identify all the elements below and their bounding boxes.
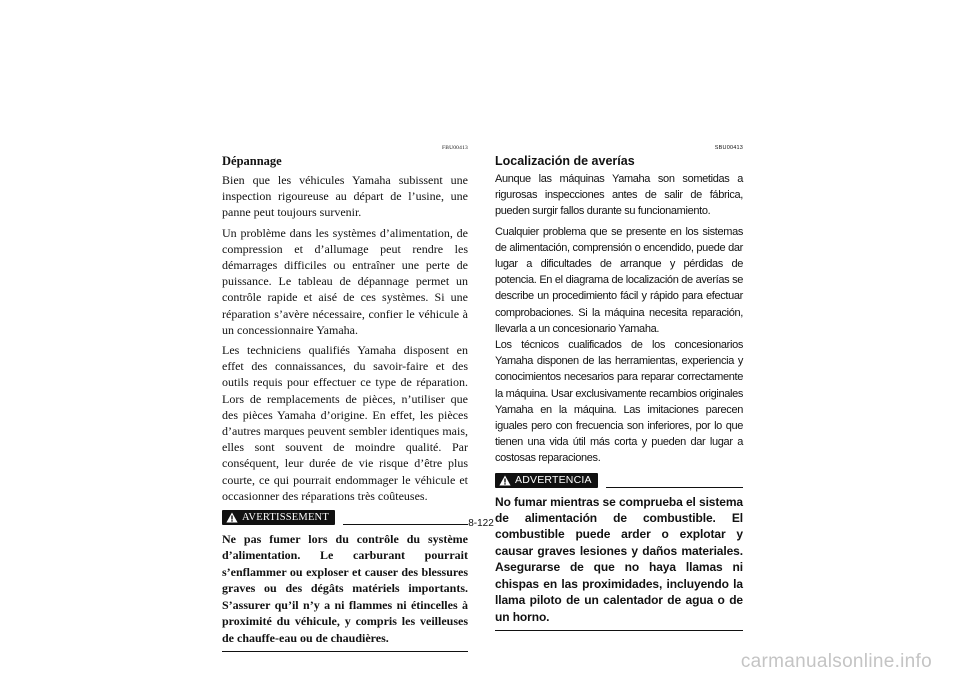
paragraph: Aunque las máquinas Yamaha son sometidas a rigurosas inspecciones antes de salir de fábrica, pueden surgir fallos durante su funcionamiento.: [495, 173, 743, 218]
divider: [606, 487, 743, 488]
watermark: carmanualsonline.info: [740, 651, 932, 672]
warning-header: [222, 510, 468, 525]
divider: [222, 651, 468, 652]
warning-badge: [222, 510, 335, 525]
paragraph: Cualquier problema que se presente en los sistemas de alimentación, comprensión o encendido, puede dar lugar a dificultades de arranque y pérdidas de potencia. En el diagrama de localización de averías se describe un procedimiento fácil y rápido para efectuar comprobaciones. Si la máquina necesita reparación, llevarla a un concesionario Yamaha.: [495, 225, 743, 335]
spanish-column: [495, 145, 743, 631]
section-title: Localización de averías: [495, 154, 635, 168]
paragraph: Les techniciens qualifiés Yamaha disposent en effet des connaissances, du savoir-faire et des outils requis pour effectuer ce type de réparation. Lors de remplacements de pièces, n’utiliser que des pièces Yamaha d’origine. En effet, les pièces d’autres marques peuvent sembler identiques mais, elles sont souvent de moindre qualité. Par conséquent, leur durée de vie risque d’être plus courte, ce qui pourrait endommager le véhicule et occasionner des réparations très coûteuses.: [222, 343, 468, 503]
warning-header: [495, 473, 743, 488]
paragraph: Bien que les véhicules Yamaha subissent une inspection rigoureuse au départ de l’usine, une panne peut toujours survenir.: [222, 173, 468, 220]
section-code: FBU00413: [441, 145, 468, 151]
warning-text: No fumar mientras se comprueba el sistema de alimentación de combustible. El combustible puede arder o explotar y causar graves lesiones y daños materiales. Asegurarse de que no haya llamas ni chispas en las proximidades, incluyendo la llama piloto de un calentador de agua o de un horno.: [495, 494, 743, 624]
warning-triangle-icon: [499, 475, 511, 486]
page-number: 8-122: [468, 518, 494, 529]
section-title: Dépannage: [222, 154, 282, 168]
warning-badge: [495, 473, 598, 488]
warning-label: AVERTISSEMENT: [242, 512, 329, 524]
warning-triangle-icon: [226, 512, 238, 523]
section-code: SBU00413: [714, 145, 743, 151]
divider: [495, 630, 743, 631]
paragraph: Un problème dans les systèmes d’alimentation, de compression et d’allumage peut rendre les démarrages difficiles ou entraîner une perte de puissance. Le tableau de dépannage permet un contrôle rapide et aisé de ces systèmes. Si une réparation s’avère nécessaire, confier le véhicule à un concessionnaire Yamaha.: [222, 225, 468, 337]
paragraph: Los técnicos cualificados de los concesionarios Yamaha disponen de las herramientas, experiencia y conocimientos necesarios para reparar correctamente la máquina. Usar exclusivamente recambios originales Yamaha en la máquina. Las imitaciones parecen iguales pero con frecuencia son inferiores, por lo que tienen una vida útil más corta y pueden dar lugar a costosas reparaciones.: [495, 339, 743, 465]
french-column: [222, 145, 468, 652]
warning-text: Ne pas fumer lors du contrôle du système d’alimentation. Le carburant pourrait s’enflammer ou exploser et causer des blessures graves ou des dégâts matériels importants. S’assurer qu’il n’y a ni flammes ni étincelles à proximité du véhicule, y compris les veilleuses de chauffe-eau ou de chaudières.: [222, 532, 468, 645]
divider: [343, 524, 468, 525]
warning-label: ADVERTENCIA: [515, 474, 592, 487]
